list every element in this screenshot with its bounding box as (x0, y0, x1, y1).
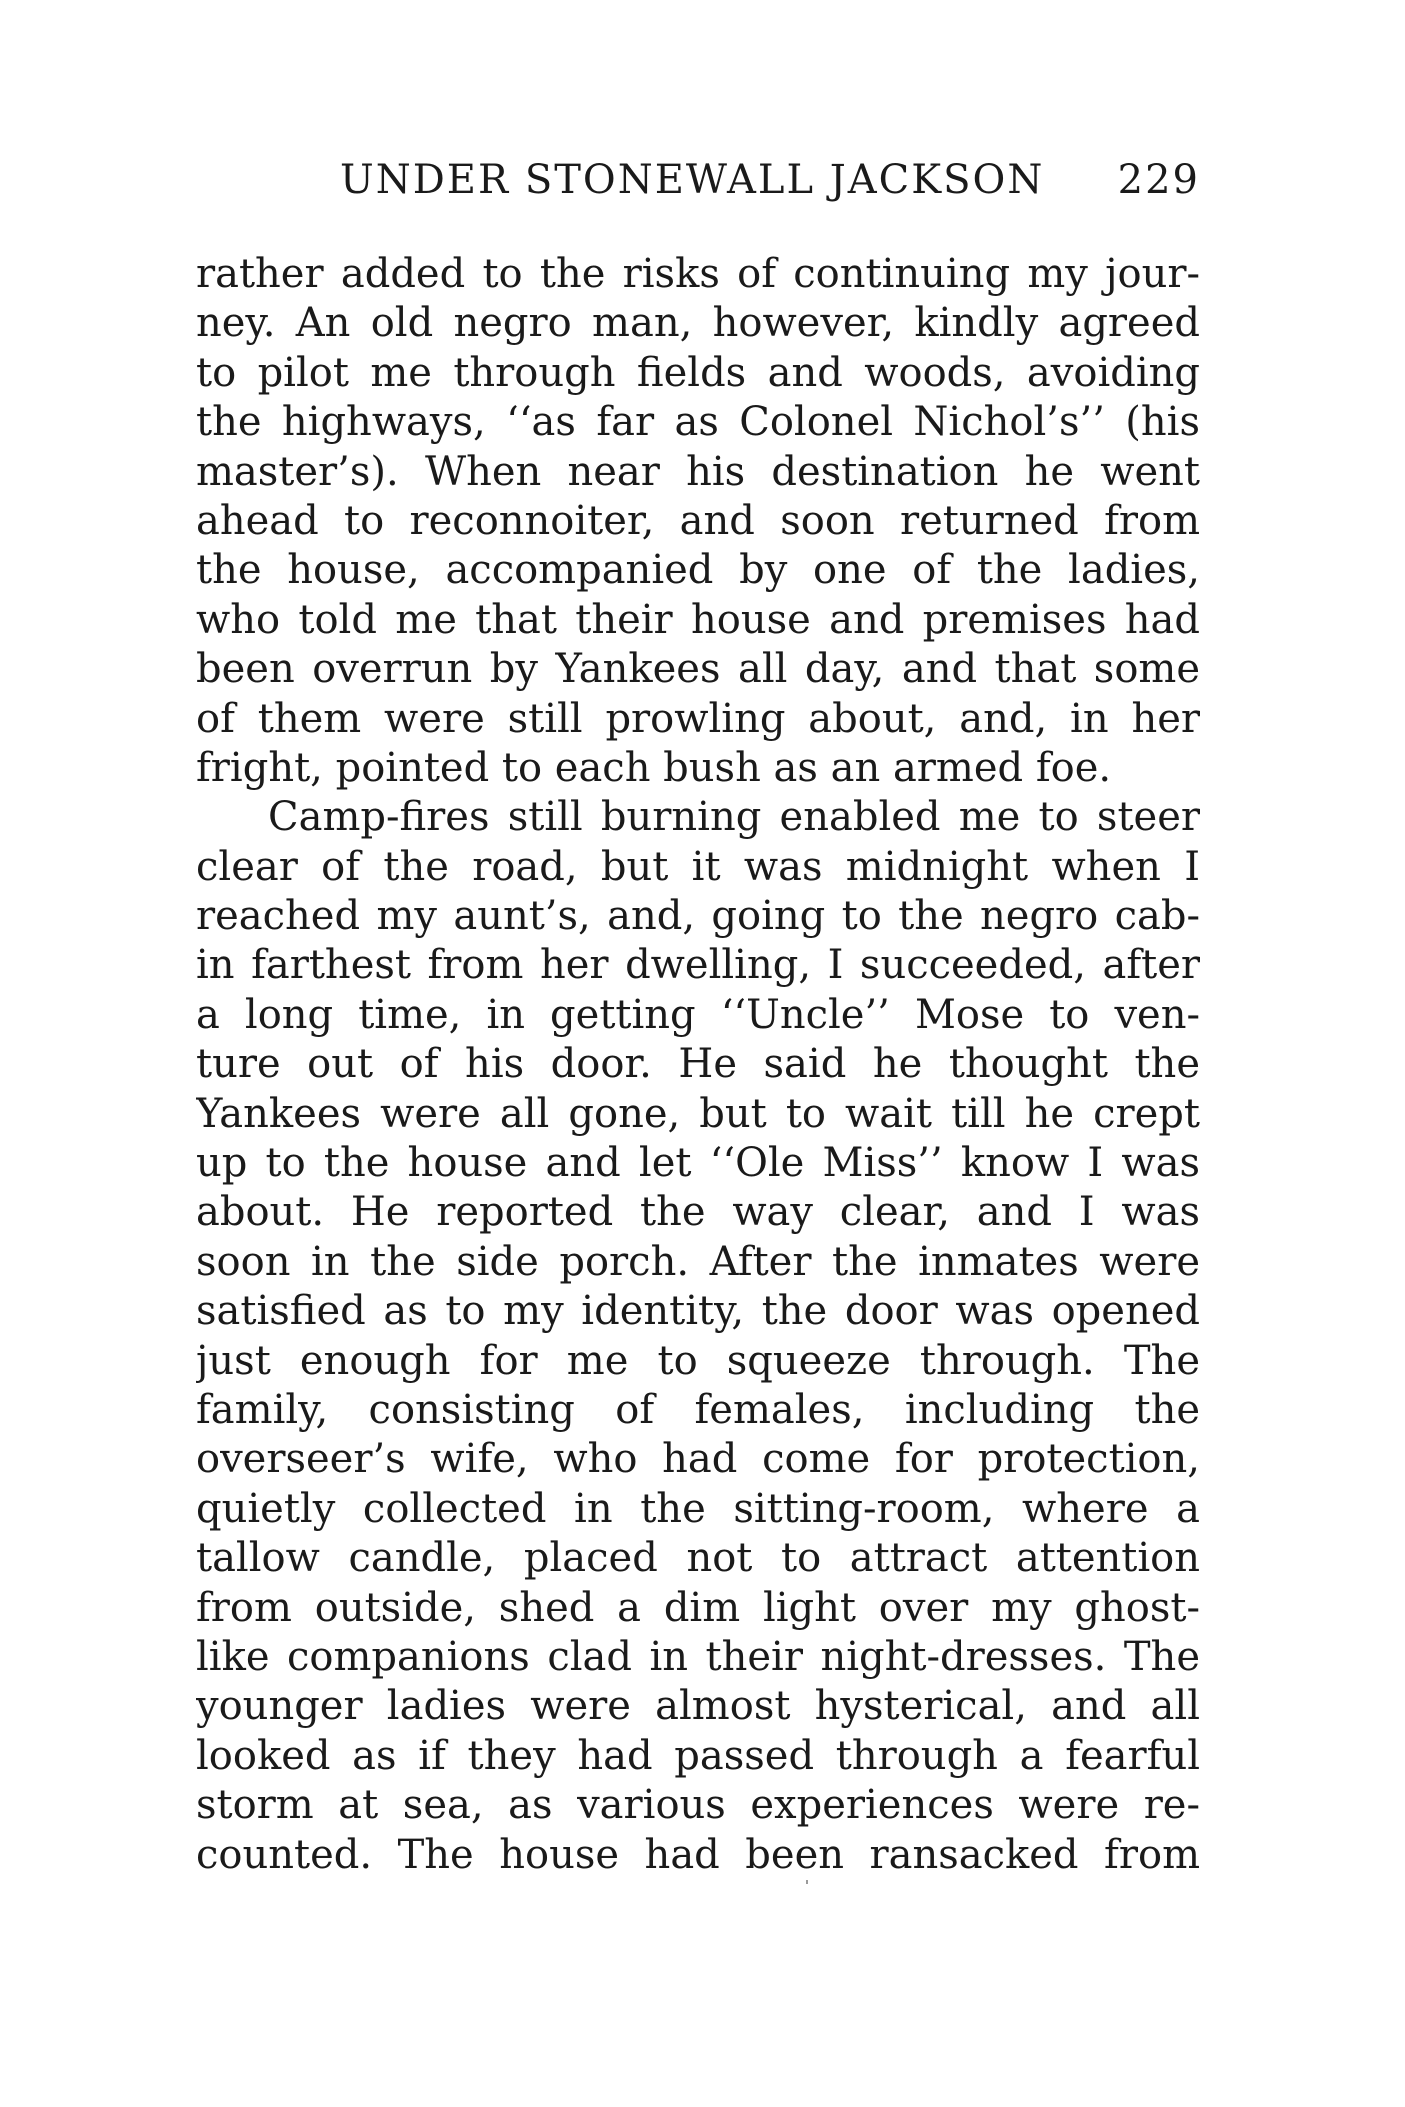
text-line: soon in the side porch. After the inmates were (196, 1238, 1200, 1285)
body-text (196, 250, 1200, 1880)
running-head (340, 157, 1200, 217)
text-line: Yankees were all gone, but to wait till he crept (196, 1090, 1200, 1137)
text-line: a long time, in getting ‘‘Uncle’’ Mose to ven- (196, 991, 1200, 1038)
text-line: rather added to the risks of continuing my jour- (196, 251, 1200, 297)
text-line: who told me that their house and premises had (196, 596, 1200, 643)
text-line: like companions clad in their night-dresses. The (196, 1633, 1200, 1680)
text-line: quietly collected in the sitting-room, where a (196, 1485, 1200, 1532)
page-number: 229 (1117, 157, 1200, 203)
text-line: overseer’s wife, who had come for protection, (196, 1436, 1200, 1483)
text-line: younger ladies were almost hysterical, and all (196, 1683, 1200, 1730)
print-speck (806, 1880, 808, 1884)
text-line: the highways, ‘‘as far as Colonel Nichol’s’’ (his (196, 399, 1200, 446)
text-line: from outside, shed a dim light over my ghost- (196, 1584, 1200, 1631)
text-line: Camp-fires still burning enabled me to steer (268, 794, 1200, 841)
text-line: to pilot me through fields and woods, avoiding (196, 349, 1200, 396)
text-line: fright, pointed to each bush as an armed foe. (196, 744, 1112, 791)
text-line: in farthest from her dwelling, I succeeded, after (196, 942, 1200, 989)
text-line: family, consisting of females, including the (196, 1386, 1200, 1433)
text-line: up to the house and let ‘‘Ole Miss’’ know I was (196, 1140, 1200, 1187)
text-line: counted. The house had been ransacked from (196, 1831, 1200, 1878)
text-line: ture out of his door. He said he thought the (196, 1041, 1200, 1088)
text-line: the house, accompanied by one of the ladies, (196, 547, 1200, 594)
text-line: just enough for me to squeeze through. The (196, 1337, 1200, 1384)
text-line: about. He reported the way clear, and I was (196, 1189, 1200, 1236)
text-line: reached my aunt’s, and, going to the negro cab- (196, 893, 1200, 940)
running-head-title: UNDER STONEWALL JACKSON (340, 157, 1045, 203)
text-line: tallow candle, placed not to attract attention (196, 1535, 1200, 1582)
text-line: satisfied as to my identity, the door was opened (196, 1288, 1200, 1335)
text-line: storm at sea, as various experiences were re- (196, 1782, 1200, 1829)
text-line: ahead to reconnoiter, and soon returned from (196, 497, 1200, 544)
text-line: ney. An old negro man, however, kindly agreed (196, 300, 1200, 347)
text-line: been overrun by Yankees all day, and that some (196, 646, 1200, 693)
text-line: of them were still prowling about, and, in her (196, 695, 1200, 742)
text-line: master’s). When near his destination he went (196, 448, 1200, 495)
text-line: looked as if they had passed through a fearful (196, 1732, 1200, 1779)
text-line: clear of the road, but it was midnight when I (196, 843, 1200, 890)
